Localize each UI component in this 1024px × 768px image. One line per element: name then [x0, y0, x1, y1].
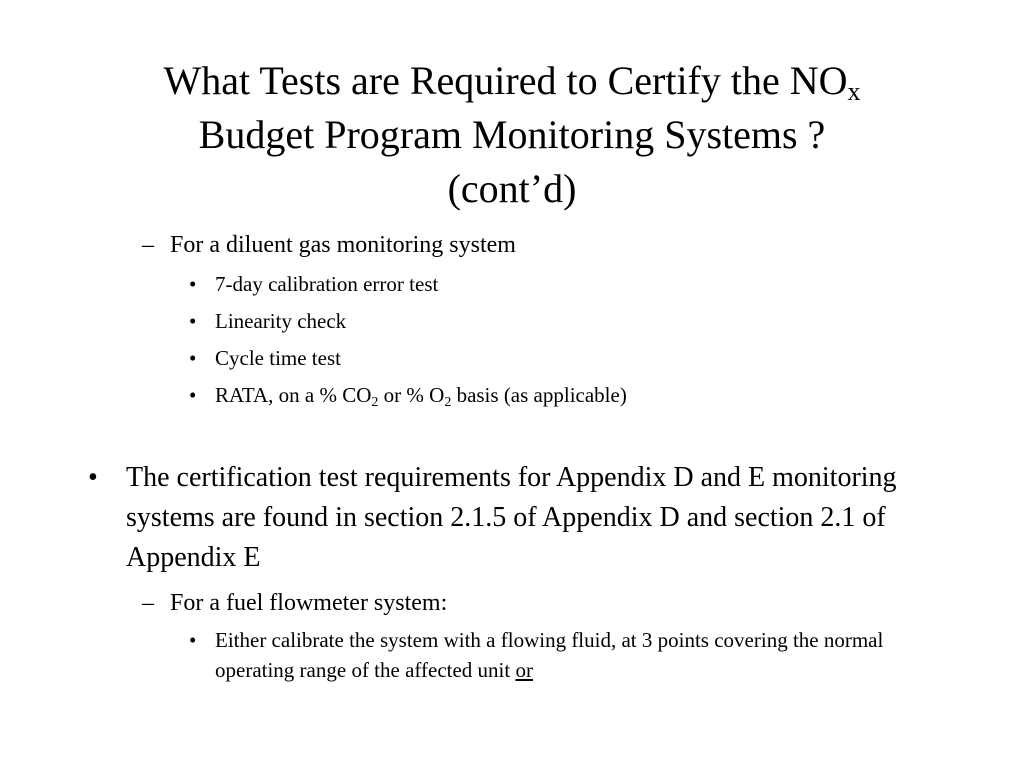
- title-line-3: (cont’d): [447, 166, 577, 211]
- title-subscript: x: [847, 77, 861, 106]
- or-emphasis: or: [515, 658, 533, 682]
- bullet-marker: •: [88, 462, 98, 493]
- bullet-marker: •: [189, 272, 197, 296]
- rata-item: RATA, on a % $CO_2$ or % $O_2$ basis (as applicable): [215, 383, 627, 410]
- co2-subscript: 2: [371, 395, 379, 410]
- certification-text: The certification test requirements for Appendix D and E monitoring systems are found in section 2.1.5 of Appendix D and section 2.1 of Appendix E: [126, 462, 897, 573]
- dash-marker: –: [142, 232, 154, 258]
- bullet-marker: •: [189, 383, 197, 407]
- o2-subscript: 2: [444, 395, 452, 410]
- flowmeter-item: Either calibrate the system with a flowing fluid, at 3 points covering the normal operating range of the affected unit or: [215, 628, 884, 682]
- fuel-flowmeter-heading: For a fuel flowmeter system:: [170, 590, 448, 616]
- bullet-marker: •: [189, 628, 197, 652]
- list-item: Linearity check: [215, 309, 347, 333]
- slide-title: [60, 54, 964, 216]
- diluent-heading: For a diluent gas monitoring system: [170, 232, 516, 258]
- dash-marker: –: [142, 590, 154, 616]
- title-line-1: What Tests are Required to Certify the $NO_x$: [163, 58, 861, 106]
- list-item: Cycle time test: [215, 346, 341, 370]
- bullet-marker: •: [189, 309, 197, 333]
- list-item: 7-day calibration error test: [215, 272, 439, 296]
- bullet-marker: •: [189, 346, 197, 370]
- title-line-2: Budget Program Monitoring Systems ?: [198, 112, 826, 157]
